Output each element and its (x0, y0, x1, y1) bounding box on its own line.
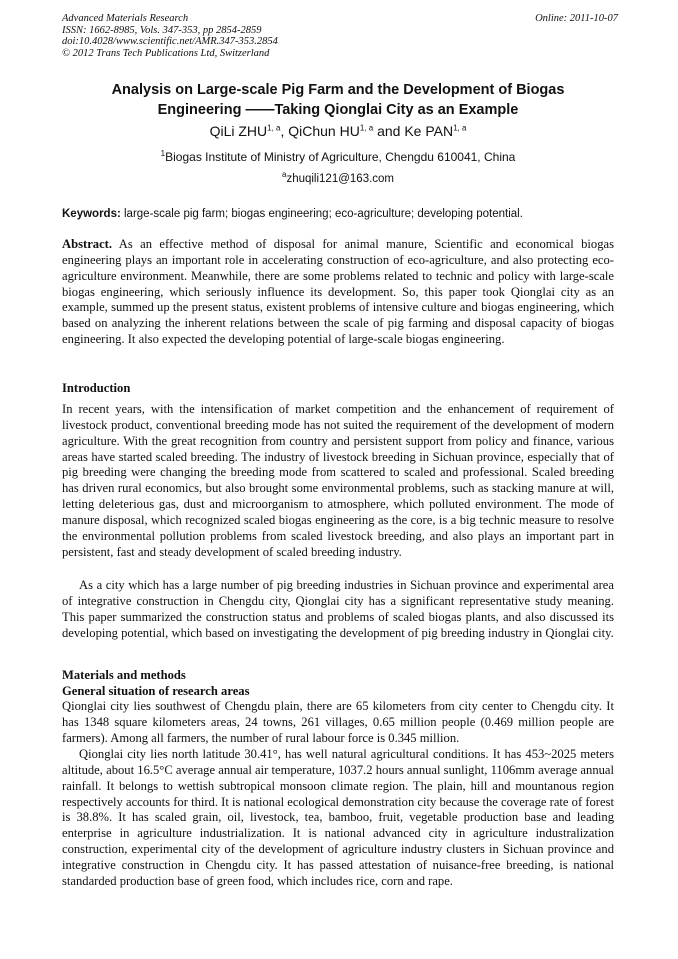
journal-header (62, 13, 618, 59)
author-1-affil: 1, a (267, 123, 281, 133)
introduction-paragraph-2: As a city which has a large number of pig breeding industries in Sichuan province and experimental area of integrative construction in Chengdu city, Qionglai city has a significant representative study meaning. This paper summarized the construction status and problems of scaled biogas plants, and also discussed its developing potential, which based on investigating the development of pig breeding industry in Qionglai city. (62, 578, 614, 640)
keywords (62, 206, 618, 222)
methods-heading: Materials and methods (62, 668, 186, 682)
email-address[interactable]: zhuqili121@163.com (286, 173, 395, 185)
affiliation (62, 149, 614, 165)
affiliation-text: Biogas Institute of Ministry of Agriculture, Chengdu 610041, China (165, 150, 516, 164)
author-2: QiChun HU (288, 123, 360, 139)
abstract-text: As an effective method of disposal for animal manure, Scientific and economical biogas engineering plays an important role in accelerating construction of eco-agriculture, and also protecting eco-agriculture environment. Meanwhile, there are some problems related to technic and policy with large-scale biogas engineering, which seriously influence its development. So, this paper took Qionglai city as an example, summed up the present status, existent problems of intensive culture and biogas engineering, which based on analyzing the inherent relations between the scale of pig farming and disposal capacity of biogas engineering. It also expected the developing potential of large-scale biogas engineering. (62, 237, 614, 347)
author-separator: , (280, 123, 289, 139)
keywords-label: Keywords: (62, 208, 121, 220)
title-line-1: Analysis on Large-scale Pig Farm and the Development of Biogas (111, 82, 565, 98)
methods-paragraph-2: Qionglai city lies north latitude 30.41°, has well natural agricultural conditions. It has 453~2025 meters altitude, about 16.5°C average annual air temperature, 1037.2 hours annual sunlight, 1106mm average annual rainfall. It belongs to wettish subtropical monsoon climate region. The plain, hill and mountanous region respectively accounts for third. It is national ecological demonstration city because the coverage rate of forest is 38.8%. It has scaled grain, oil, livestock, tea, bamboo, fruit, vegetable production base and leading enterprise in agriculture industrialization. It is national advanced city in agriculture industralization construction, experimental city of the development of agriculture industry clusters in Sichuan province and integrative construction in Chengdu city. It has passed attestation of nuisance-free breeding, is national standarded production base of green food, which includes rice, corn and rape. (62, 747, 614, 888)
keywords-text: large-scale pig farm; biogas engineering; eco-agriculture; developing potential. (124, 208, 523, 220)
research-areas-subheading: General situation of research areas (62, 684, 250, 698)
copyright-line: © 2012 Trans Tech Publications Ltd, Switzerland (62, 47, 270, 59)
doi-line: doi:10.4028/www.scientific.net/AMR.347-353.2854 (62, 36, 278, 47)
affiliation-number: 1 (160, 149, 166, 158)
author-email (62, 171, 614, 187)
paper-title (62, 80, 614, 120)
abstract (62, 237, 614, 348)
online-date: Online: 2011-10-07 (535, 13, 618, 24)
author-list (62, 122, 614, 140)
email-marker: a (281, 170, 287, 180)
author-2-affil: 1, a (359, 123, 374, 133)
author-1: QiLi ZHU (209, 123, 268, 139)
title-line-2: Engineering ——Taking Qionglai City as an Example (157, 102, 519, 118)
author-and: and (377, 123, 401, 139)
methods-paragraph-1: Qionglai city lies southwest of Chengdu plain, there are 65 kilometers from city center to Chengdu city. It has 1348 square kilometers areas, 24 towns, 261 villages, 0.65 million people (0.469 million people are farmers). Among all farmers, the number of rural labour force is 0.345 million. (62, 699, 614, 745)
issn-line: ISSN: 1662-8985, Vols. 347-353, pp 2854-2859 (62, 24, 262, 36)
abstract-label: Abstract. (62, 237, 113, 251)
introduction-heading: Introduction (62, 381, 131, 395)
author-3: Ke PAN (404, 123, 454, 139)
author-3-affil: 1, a (453, 123, 467, 133)
introduction-paragraph-1: In recent years, with the intensification of market competition and the enhancement of requirement of livestock product, conventional breeding mode has not suited the requirement of the development of modern agriculture. With the great recognition from country and persistent support from policy and finance, various areas have started scaled breeding. The industry of livestock breeding in Sichuan province, especially that of pig breeding were changing the breeding mode from scattered to scaled and professional. Scaled breeding has driven rural economics, but also brought some environmental problems, such as stacking manure at will, letting deleterious gas, dust and microorganism to atmosphere, which polluted environment. The mode of manure disposal, which recognized scaled biogas engineering as the core, is a big technic measure to resolve the environmental pollution problems from scaled livestock breeding, and also plays an important part in persistent, fast and steady development of scaled breeding industry. (62, 402, 614, 559)
journal-name: Advanced Materials Research (62, 13, 189, 24)
